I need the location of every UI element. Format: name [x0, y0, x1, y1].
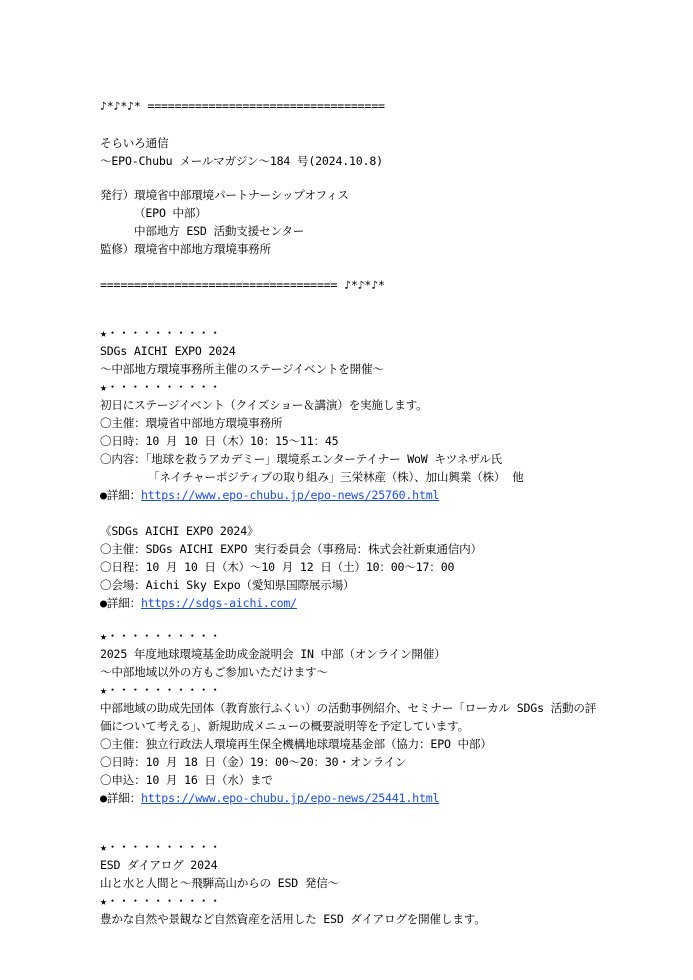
section1-content: 〇内容：「地球を救うアカデミー」環境系エンターテイナー WoW キツネザル氏	[100, 452, 502, 466]
publisher-center: 中部地方 ESD 活動支援センター	[134, 224, 305, 238]
section2-intro: 中部地域の助成先団体（教育旅行ふくい）の活動事例紹介、セミナー「ローカル SDGs 活動の評	[100, 701, 597, 715]
section2-subtitle: ～中部地域以外の方もご参加いただけます～	[100, 665, 328, 679]
publisher-line: 発行）環境省中部環境パートナーシップオフィス	[100, 188, 349, 202]
expo-heading: 《SDGs AICHI EXPO 2024》	[100, 524, 259, 538]
section3-stars-bottom: ★・・・・・・・・・・	[100, 894, 221, 908]
section3-subtitle: 山と水と人間と～飛騨高山からの ESD 発信～	[100, 876, 339, 890]
section1-content-continued: 「ネイチャーポジティブの取り組み」三栄林産（株）、加山興業（株） 他	[148, 470, 524, 484]
section1-detail	[100, 486, 439, 504]
header-decoration-top: ♪*♪*♪* ===================================	[100, 99, 385, 113]
section1-detail-link[interactable]: https://www.epo-chubu.jp/epo-news/25760.html	[140, 488, 440, 502]
expo-detail	[100, 594, 297, 612]
section1-stars-top: ★・・・・・・・・・・	[100, 326, 221, 340]
section2-date: 〇日時：10 月 18 日（金）19：00～20：30・オンライン	[100, 755, 407, 769]
section2-detail-link[interactable]: https://www.epo-chubu.jp/epo-news/25441.html	[140, 791, 440, 805]
section1-detail-label: ●詳細：	[100, 488, 141, 502]
section1-date: 〇日時：10 月 10 日（木）10：15～11：45	[100, 434, 339, 448]
section1-stars-bottom: ★・・・・・・・・・・	[100, 380, 221, 394]
section2-stars-top: ★・・・・・・・・・・	[100, 629, 221, 643]
section3-stars-top: ★・・・・・・・・・・	[100, 840, 221, 854]
section2-title: 2025 年度地球環境基金助成金説明会 IN 中部（オンライン開催）	[100, 647, 446, 661]
section1-intro: 初日にステージイベント（クイズショー＆講演）を実施します。	[100, 398, 428, 412]
section2-detail-label: ●詳細：	[100, 791, 141, 805]
section2-stars-bottom: ★・・・・・・・・・・	[100, 683, 221, 697]
section2-apply: 〇申込：10 月 16 日（水）まで	[100, 773, 273, 787]
section1-subtitle: ～中部地方環境事務所主催のステージイベントを開催～	[100, 362, 384, 376]
expo-schedule: 〇日程：10 月 10 日（木）～10 月 12 日（土）10：00～17：00	[100, 560, 455, 574]
newsletter-subtitle: ～EPO-Chubu メールマガジン～184 号(2024.10.8)	[100, 154, 383, 168]
header-decoration-bottom: =================================== ♪*♪*♪*	[100, 278, 385, 292]
section2-host: 〇主催：独立行政法人環境再生保全機構地球環境基金部（協力：EPO 中部）	[100, 737, 492, 751]
section1-title: SDGs AICHI EXPO 2024	[100, 344, 236, 358]
expo-detail-label: ●詳細：	[100, 596, 141, 610]
section2-detail	[100, 789, 439, 807]
section3-intro: 豊かな自然や景観など自然資産を活用した ESD ダイアログを開催します。	[100, 912, 486, 926]
section3-title: ESD ダイアログ 2024	[100, 858, 218, 872]
expo-host: 〇主催：SDGs AICHI EXPO 実行委員会（事務局：株式会社新東通信内）	[100, 542, 482, 556]
expo-venue: 〇会場：Aichi Sky Expo（愛知県国際展示場）	[100, 578, 355, 592]
supervisor-line: 監修）環境省中部地方環境事務所	[100, 242, 271, 256]
section1-host: 〇主催：環境省中部地方環境事務所	[100, 416, 283, 430]
expo-detail-link[interactable]: https://sdgs-aichi.com/	[140, 596, 297, 610]
section2-intro-continued: 価について考える」、新規助成メニューの概要説明等を予定しています。	[100, 719, 470, 733]
newsletter-title: そらいろ通信	[100, 136, 169, 150]
publisher-short-name: （EPO 中部）	[134, 206, 207, 220]
